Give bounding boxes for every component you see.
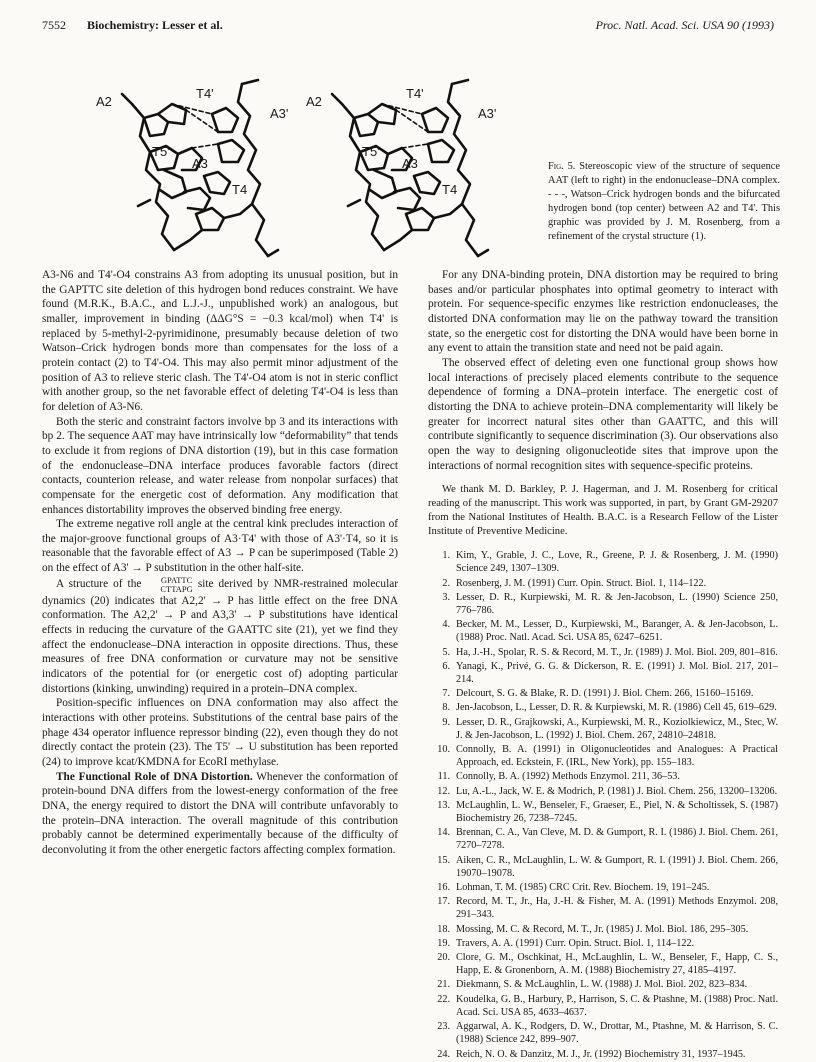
journal-author: Biochemistry: Lesser et al.: [87, 18, 223, 32]
left-paragraph-1: A3-N6 and T4'-O4 constrains A3 from adopting its unusual position, but in the GAPTTC site deletion of this hydrogen bond reduces constraint. We have found (M.R.K., B.A.C., and L.J.-J., unpublished work) an analogous, but smaller, improvement in binding (ΔΔG°S = −0.3 kcal/mol) when T4' is replaced by 5-methyl-2-pyrimidinone, presumably because deletion of two Watson–Crick hydrogen bonds more than compensates for the loss of a protein contact (2) to T4'-O4. This may also permit minor adjustment of the position of A3 to relieve steric clash. The T4'-O4 atom is not in steric conflict with another group, so the net favorable effect of deleting T4'-O4 is less than for deletion of A3-N6.: [42, 269, 398, 413]
reference-number: 8.: [442, 702, 450, 714]
site-sequence-bottom: CTTAPG: [160, 583, 193, 594]
reference-item: [428, 1020, 778, 1046]
reference-item: [428, 618, 778, 644]
reference-number: 6.: [442, 660, 450, 672]
reference-number: 22.: [437, 993, 450, 1005]
reference-item: [428, 1048, 778, 1061]
reference-number: 11.: [437, 771, 450, 783]
reference-item: [428, 716, 778, 742]
reference-text: Connolly, B. A. (1991) in Oligonucleotides and Analogues: A Practical Approach, ed. Eckstein, F. (IRL, New York), pp. 155–183.: [456, 744, 778, 769]
reference-list: [428, 549, 778, 1061]
reference-text: Jen-Jacobson, L., Lesser, D. R. & Kurpiewski, M. R. (1986) Cell 45, 619–629.: [456, 702, 777, 714]
reference-text: Yanagi, K., Privé, G. G. & Dickerson, R. E. (1991) J. Mol. Biol. 217, 201–214.: [456, 660, 778, 686]
reference-text: Travers, A. A. (1991) Curr. Opin. Struct. Biol. 1, 114–122.: [456, 937, 695, 949]
reference-number: 18.: [437, 923, 450, 935]
reference-text: Connolly, B. A. (1992) Methods Enzymol. 211, 36–53.: [456, 771, 680, 783]
stereo-figure: [92, 74, 512, 264]
figure-caption-label: Fig. 5.: [548, 161, 576, 172]
label-right-A3: A3: [402, 156, 418, 171]
left-paragraph-3: The extreme negative roll angle at the central kink precludes interaction of the major-groove functional groups of A3·T4' with those of A3'·T4, so it is reasonable that the favorable effect of A3 → P can be superimposed (Table 2) on the effect of A3' → P substitution in the other half-site.: [42, 518, 398, 575]
left-paragraph-6: [42, 770, 398, 858]
right-column: [428, 268, 778, 1062]
left-paragraph-4: [42, 576, 398, 697]
left-paragraph-6-text: Whenever the conformation of protein-bound DNA differs from the lowest-energy conformation of the free DNA, the energy required to distort the DNA will contribute unfavorably to the protein–DNA interaction. The overall magnitude of this contribution probably cannot be determined experimentally because of the difficulty of deconvoluting it from the other energetic factors affecting complex formation.: [42, 770, 399, 856]
reference-text: Aggarwal, A. K., Rodgers, D. W., Drottar, M., Ptashne, M. & Harrison, S. C. (1988) Science 242, 899–907.: [456, 1021, 778, 1046]
reference-number: 24.: [437, 1048, 450, 1060]
reference-number: 15.: [437, 854, 450, 866]
left-paragraph-5: Position-specific influences on DNA conformation may also affect the interactions with other proteins. Substitutions of the central base pairs of the phage 434 operator influence repressor binding (22), even though they do not directly contact the protein (23). The T5' → U substitution has been reported (24) to improve kcat/KMDNA for EcoRI methylase.: [42, 697, 398, 768]
left-paragraph-2: Both the steric and constraint factors involve bp 3 and its interactions with bp 2. The sequence AAT may have intrinsically low “deformability” that tends to exclude it from regions of DNA distortion (19), but in this case formation of the endonuclease–DNA interface produces favorable factors (direct contacts, counterion release, and water release from nonpolar surfaces) that compensate for the energetic cost of deformation. Any modification that enhances distortability improves the observed binding free energy.: [42, 415, 398, 516]
reference-item: [428, 978, 778, 991]
reference-item: [428, 937, 778, 950]
reference-number: 12.: [437, 785, 450, 797]
label-left-A3: A3: [192, 156, 208, 171]
reference-text: Ha, J.-H., Spolar, R. S. & Record, M. T., Jr. (1989) J. Mol. Biol. 209, 801–816.: [456, 646, 778, 658]
reference-number: 5.: [442, 646, 450, 658]
label-left-T5p: T5': [152, 144, 170, 159]
reference-item: [428, 895, 778, 921]
reference-item: [428, 577, 778, 590]
reference-number: 2.: [442, 577, 450, 589]
left-column: [42, 268, 398, 858]
reference-item: [428, 743, 778, 769]
reference-item: [428, 687, 778, 700]
reference-item: [428, 591, 778, 617]
label-right-T5p: T5': [362, 144, 380, 159]
reference-text: McLaughlin, L. W., Benseler, F., Graeser, E., Piel, N. & Scholtissek, S. (1987) Biochemistry 26, 7238–7245.: [456, 799, 778, 825]
label-left-A2: A2: [96, 94, 112, 109]
reference-item: [428, 785, 778, 798]
reference-number: 16.: [437, 882, 450, 894]
left-paragraph-4-rest: site derived by NMR-restrained molecular dynamics (20) indicates that A2,2' → P has little effect on the free DNA conformation. The A2,2' → P and A3,3' → P substitutions have identical effects in reducing the curvature of the GAATTC site (21), yet we find they affect the endonuclease–DNA interaction in opposite directions. Thus, these measures of free DNA conformation or curvature may not be sensitive indicators of the potential for (or energetic cost of) adopting particular distortions (kinking, unwinding) required in a protein–DNA complex.: [42, 577, 398, 695]
reference-number: 20.: [437, 952, 450, 964]
right-paragraph-2: The observed effect of deleting even one functional group shows how local interactions of precisely placed elements contribute to the sequence dependence of forming a DNA–protein interface. The energetic cost of distorting the DNA to achieve protein–DNA complementarity will likely be greater for incorrect natural sites other than GAATTC, and this will contribute significantly to sequence discrimination (3). Our observations also open the way to designing oligonucleotide sites that improve upon the interactions of normal recognition sites with sequence-specific proteins.: [428, 356, 778, 472]
reference-number: 10.: [437, 744, 450, 756]
reference-text: Lu, A.-L., Jack, W. E. & Modrich, P. (1981) J. Biol. Chem. 256, 13200–13206.: [456, 785, 778, 797]
reference-item: [428, 646, 778, 659]
reference-text: Lesser, D. R., Grajkowski, A., Kurpiewski, M. R., Koziolkiewicz, M., Stec, W. J. & Jen-Jacobson, L. (1992) J. Biol. Chem. 267, 24810–24818.: [456, 716, 778, 741]
reference-item: [428, 951, 778, 977]
acknowledgments: We thank M. D. Barkley, P. J. Hagerman, and J. M. Rosenberg for critical reading of the manuscript. This work was supported, in part, by Grant GM-29207 from the National Institutes of Health. B.A.C. is a Research Fellow of the Lister Institute of Preventive Medicine.: [428, 484, 778, 538]
page-number: 7552: [42, 18, 66, 32]
reference-item: [428, 660, 778, 686]
figure-caption-text: Stereoscopic view of the structure of sequence AAT (left to right) in the endonuclease–DNA complex. - - -, Watson–Crick hydrogen bonds and the bifurcated hydrogen bond (top center) between A2 and T4'. This graphic was provided by J. M. Rosenberg, from a refinement of the crystal structure (1).: [548, 161, 780, 242]
reference-text: Mossing, M. C. & Record, M. T., Jr. (1985) J. Mol. Biol. 186, 295–305.: [456, 923, 749, 935]
reference-number: 9.: [442, 716, 450, 728]
reference-item: [428, 701, 778, 714]
reference-number: 13.: [437, 799, 450, 811]
reference-text: Lohman, T. M. (1985) CRC Crit. Rev. Biochem. 19, 191–245.: [456, 882, 710, 894]
reference-text: Record, M. T., Jr., Ha, J.-H. & Fisher, M. A. (1991) Methods Enzymol. 208, 291–343.: [456, 896, 778, 921]
reference-text: Lesser, D. R., Kurpiewski, M. R. & Jen-Jacobson, L. (1990) Science 250, 776–786.: [456, 591, 778, 616]
reference-number: 7.: [442, 688, 450, 700]
label-right-A3p: A3': [478, 106, 497, 121]
reference-text: Rosenberg, J. M. (1991) Curr. Opin. Struct. Biol. 1, 114–122.: [456, 577, 707, 589]
site-sequence-top: GPATTC: [160, 574, 193, 585]
reference-number: 14.: [437, 827, 450, 839]
label-right-T4: T4: [442, 182, 458, 197]
label-right-T4p: T4': [406, 86, 424, 101]
right-paragraph-1: For any DNA-binding protein, DNA distortion may be required to bring bases and/or particular phosphates into optimal geometry to interact with protein. For sequence-specific enzymes like restriction endonucleases, the distorted DNA conformation may lie on the pathway toward the transition state, so the energetic cost for distorting the DNA would have been borne in any event to attain the transition state and need not be paid again.: [428, 269, 778, 355]
label-left-A3p: A3': [270, 106, 289, 121]
reference-text: Kim, Y., Grable, J. C., Love, R., Greene, P. J. & Rosenberg, J. M. (1990) Science 249, 1307–1309.: [456, 550, 778, 575]
reference-text: Delcourt, S. G. & Blake, R. D. (1991) J. Biol. Chem. 266, 15160–15169.: [456, 688, 754, 700]
reference-item: [428, 799, 778, 825]
reference-text: Brennan, C. A., Van Cleve, M. D. & Gumport, R. I. (1986) J. Biol. Chem. 261, 7270–7278.: [456, 827, 778, 852]
reference-number: 17.: [437, 896, 450, 908]
reference-number: 4.: [442, 619, 450, 631]
reference-item: [428, 854, 778, 880]
reference-item: [428, 770, 778, 783]
reference-number: 23.: [437, 1021, 450, 1033]
reference-item: [428, 881, 778, 894]
reference-text: Aiken, C. R., McLaughlin, L. W. & Gumport, R. I. (1991) J. Biol. Chem. 266, 19070–19078.: [456, 854, 778, 879]
reference-number: 21.: [437, 979, 450, 991]
reference-item: [428, 993, 778, 1019]
reference-text: Diekmann, S. & McLaughlin, L. W. (1988) J. Mol. Biol. 202, 823–834.: [456, 979, 748, 991]
reference-number: 19.: [437, 937, 450, 949]
reference-text: Becker, M. M., Lesser, D., Kurpiewski, M., Baranger, A. & Jen-Jacobson, L. (1988) Proc. Natl. Acad. Sci. USA 85, 6247–6251.: [456, 619, 778, 644]
label-right-A2: A2: [306, 94, 322, 109]
reference-item: [428, 826, 778, 852]
reference-text: Koudelka, G. B., Harbury, P., Harrison, S. C. & Ptashne, M. (1988) Proc. Natl. Acad. Sci. USA 85, 4633–4637.: [456, 993, 778, 1018]
running-header-right: Proc. Natl. Acad. Sci. USA 90 (1993): [595, 18, 774, 32]
label-left-T4p: T4': [196, 86, 214, 101]
reference-number: 1.: [442, 550, 450, 562]
left-paragraph-4-start: A structure of the: [56, 577, 142, 590]
reference-text: Clore, G. M., Oschkinat, H., McLaughlin, L. W., Benseler, F., Happ, C. S., Happ, E. & Gronenborn, A. M. (1988) Biochemistry 27, 4185–4197.: [456, 952, 778, 977]
figure-caption: [548, 160, 780, 244]
site-sequence-stack: [146, 576, 192, 594]
section-title-functional-role: The Functional Role of DNA Distortion.: [56, 770, 253, 783]
reference-number: 3.: [442, 591, 450, 603]
running-header-left: [42, 18, 223, 33]
reference-text: Reich, N. O. & Danzitz, M. J., Jr. (1992) Biochemistry 31, 1937–1945.: [456, 1048, 746, 1060]
label-left-T4: T4: [232, 182, 248, 197]
reference-item: [428, 549, 778, 575]
reference-item: [428, 923, 778, 936]
dna-structure-stereo-view: [92, 74, 512, 264]
